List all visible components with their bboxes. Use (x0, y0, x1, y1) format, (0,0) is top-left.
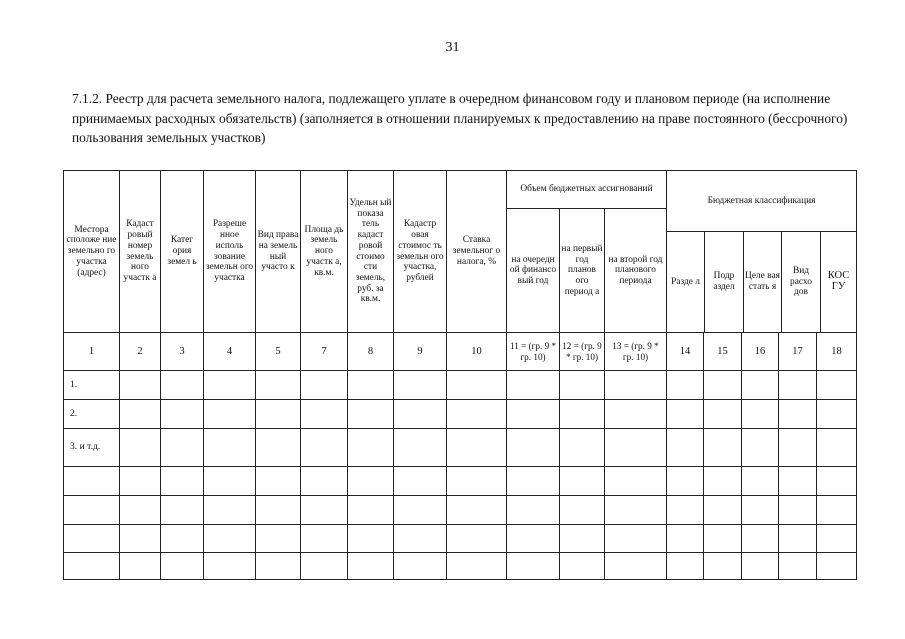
column-number: 7 (301, 333, 348, 371)
column-number: 16 (742, 333, 779, 371)
table-row (64, 525, 857, 553)
header-specific-cadastral-value: Удельн ый показа тель кадаст ровой стоимо сти земель, руб. за кв.м. (348, 171, 394, 333)
column-number-formula: 11 = (гр. 9 * гр. 10) (507, 333, 560, 371)
header-budget-allocations: Объем бюджетных ассигнований (507, 171, 667, 209)
column-number: 18 (817, 333, 857, 371)
column-number: 2 (120, 333, 161, 371)
row-label: 1. (64, 371, 120, 400)
header-area: Площа дь земель ного участк а, кв.м. (301, 171, 348, 333)
column-number: 17 (779, 333, 817, 371)
header-permitted-use: Разреше нное исполь зование земельн ого участка (204, 171, 256, 333)
column-number: 10 (447, 333, 507, 371)
table-row (64, 429, 857, 467)
header-budget-second-plan-year: на второй год планового периода (605, 209, 667, 333)
header-kosgu: КОС ГУ (827, 270, 850, 292)
header-subsection: Подр аздел (705, 232, 744, 332)
page-number: 31 (445, 40, 460, 55)
header-tax-rate: Ставка земельног о налога, % (447, 171, 507, 333)
header-location: Местора сположе ние земельно го участка (адрес) (64, 171, 120, 333)
column-number: 3 (161, 333, 204, 371)
column-numbers-row (64, 333, 857, 371)
column-number: 8 (348, 333, 394, 371)
row-label: 2. (64, 400, 120, 429)
table-row (64, 371, 857, 400)
column-number: 4 (204, 333, 256, 371)
header-budget-first-plan-year: на первый год планов ого период а (560, 209, 605, 333)
header-budget-classification-group (667, 171, 857, 333)
header-budget-next-year: на очередн ой финансо вый год (507, 209, 560, 333)
header-budget-classification: Бюджетная классификация (667, 171, 856, 232)
column-number: 15 (704, 333, 742, 371)
header-cadastral-value: Кадастр овая стоимос ть земельн ого участка, рублей (394, 171, 447, 333)
column-number-formula: 13 = (гр. 9 * гр. 10) (605, 333, 667, 371)
row-label: 3. и т.д. (64, 429, 120, 467)
header-section: Разде л (667, 232, 705, 332)
table-row (64, 400, 857, 429)
table-row (64, 553, 857, 580)
header-target-article: Целе вая стать я (744, 232, 782, 332)
page-title: 7.1.2. Реестр для расчета земельного налога, подлежащего уплате в очередном финансовом году и плановом периоде (на исполнение принимаемых расходных обязательств) (заполняется в отношении планируемых к предоставлению на праве постоянного (бессрочного) пользования земельных участков) (72, 91, 848, 145)
table-row (64, 467, 857, 496)
table-row (64, 496, 857, 525)
header-expense-type: Вид расхо дов (782, 232, 821, 332)
column-number: 14 (667, 333, 704, 371)
column-number-formula: 12 = (гр. 9 * гр. 10) (560, 333, 605, 371)
column-number: 9 (394, 333, 447, 371)
header-land-category: Катег ория земел ь (161, 171, 204, 333)
column-number: 1 (64, 333, 120, 371)
header-right-type: Вид права на земель ный участо к (256, 171, 301, 333)
header-cadastral-number: Кадаст ровый номер земель ного участк а (120, 171, 161, 333)
registry-table (63, 170, 857, 580)
column-number: 5 (256, 333, 301, 371)
